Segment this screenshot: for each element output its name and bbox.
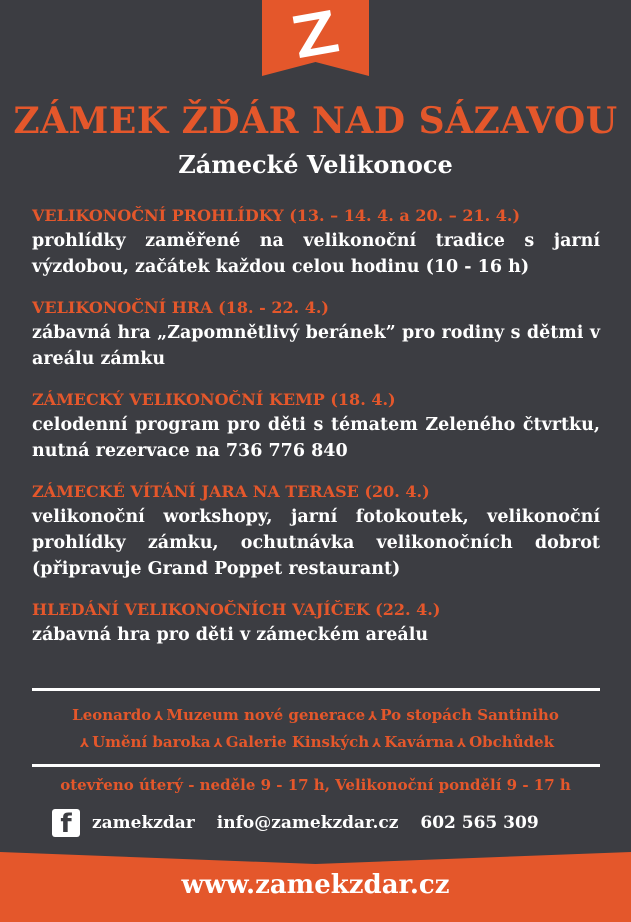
venue-row [20,702,611,729]
separator-icon: ⅄ [372,736,382,750]
website-link[interactable]: www.zamekzdar.cz [181,870,450,900]
divider-top [32,688,600,691]
event-heading: VELIKONOČNÍ PROHLÍDKY (13. – 14. 4. a 20. – 21. 4.) [32,206,521,225]
event-heading: HLEDÁNÍ VELIKONOČNÍCH VAJÍČEK (22. 4.) [32,600,441,619]
event-description: velikonoční workshopy, jarní fotokoutek, velikonoční prohlídky zámku, ochutnávka velikonočních dobrot (připravuje Grand Poppet restaurant) [32,507,600,579]
logo-banner [262,0,369,76]
event-item [32,480,600,582]
opening-hours: otevřeno úterý - neděle 9 - 17 h, Velikonoční pondělí 9 - 17 h [60,776,571,794]
event-item [32,296,600,372]
venue-item: Galerie Kinských [225,733,370,751]
phone-number[interactable]: 602 565 309 [420,813,539,833]
divider-bottom [32,764,600,767]
event-description: zábavná hra „Zapomnětlivý beránek” pro rodiny s dětmi v areálu zámku [32,323,600,369]
separator-icon: ⅄ [154,709,164,723]
event-description: zábavná hra pro děti v zámeckém areálu [32,625,429,645]
event-description: celodenní program pro děti s tématem Zeleného čtvrtku, nutná rezervace na 736 776 840 [32,415,600,461]
venue-item: Umění baroka [92,733,211,751]
venue-item: Leonardo [72,706,152,724]
facebook-icon[interactable]: f [52,809,80,837]
event-heading: VELIKONOČNÍ HRA (18. - 22. 4.) [32,298,329,317]
z-logo-icon [262,0,369,76]
page-title: ZÁMEK ŽĎÁR NAD SÁZAVOU [13,100,618,142]
separator-icon: ⅄ [456,736,467,750]
venue-item: Muzeum nové generace [166,706,366,724]
event-description: prohlídky zaměřené na velikonoční tradice s jarní výzdobou, začátek každou celou hodinu (10 - 16 h) [32,231,600,277]
email-link[interactable]: info@zamekzdar.cz [216,813,399,833]
venue-list [20,702,611,756]
event-item [32,204,600,280]
event-heading: ZÁMECKÉ VÍTÁNÍ JARA NA TERASE (20. 4.) [32,482,430,501]
venue-item: Kavárna [384,733,454,751]
separator-icon: ⅄ [79,736,90,750]
separator-icon: ⅄ [213,736,223,750]
venue-item: Po stopách Santiniho [380,706,559,724]
event-list [32,204,600,664]
event-item [32,598,600,648]
page-subtitle: Zámecké Velikonoce [178,150,453,179]
venue-item: Obchůdek [469,733,555,751]
separator-icon: ⅄ [368,709,378,723]
event-heading: ZÁMECKÝ VELIKONOČNÍ KEMP (18. 4.) [32,390,396,409]
venue-row [20,729,611,756]
contact-row [52,808,539,838]
event-item [32,388,600,464]
facebook-link[interactable]: zamekzdar [92,813,195,833]
